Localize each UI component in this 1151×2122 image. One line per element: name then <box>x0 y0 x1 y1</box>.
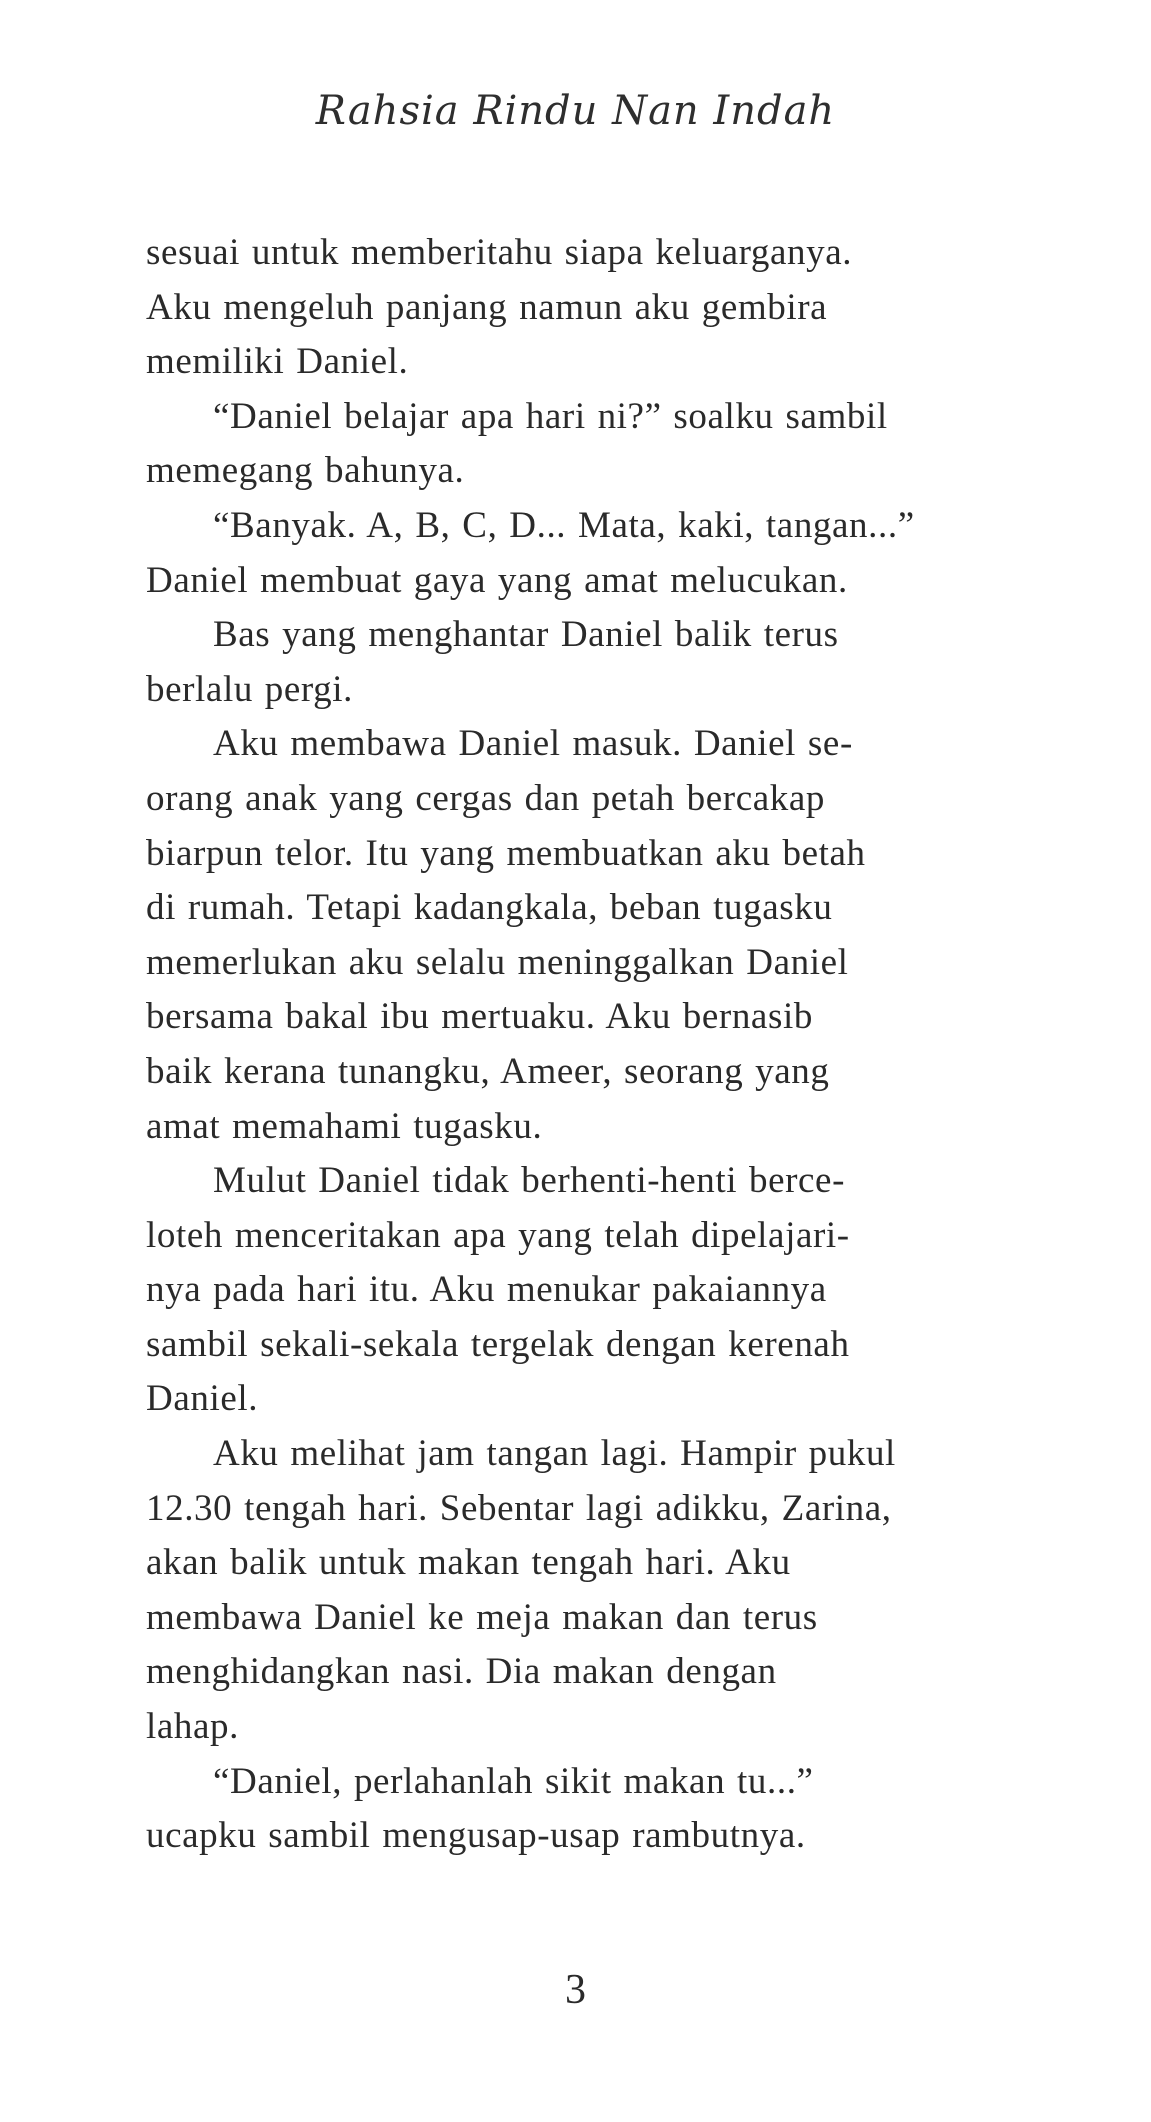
text-line: Bas yang menghantar Daniel balik terus <box>213 614 839 656</box>
text-line: akan balik untuk makan tengah hari. Aku <box>146 1542 791 1584</box>
text-line: membawa Daniel ke meja makan dan terus <box>146 1596 818 1638</box>
text-line: baik kerana tunangku, Ameer, seorang yang <box>146 1050 830 1092</box>
text-line: “Daniel, perlahanlah sikit makan tu...” <box>213 1760 814 1802</box>
text-line: “Daniel belajar apa hari ni?” soalku sambil <box>213 395 888 437</box>
text-line: loteh menceritakan apa yang telah dipelajari- <box>146 1214 850 1256</box>
text-line: 12.30 tengah hari. Sebentar lagi adikku, Zarina, <box>146 1487 892 1529</box>
text-line: Mulut Daniel tidak berhenti-henti berce- <box>213 1160 846 1202</box>
page-number: 3 <box>565 1967 586 2013</box>
paragraph <box>146 608 1004 717</box>
paragraph <box>146 717 1004 1154</box>
text-line: memegang bahunya. <box>146 450 465 492</box>
body-text <box>146 226 1004 1864</box>
text-line: berlalu pergi. <box>146 668 353 710</box>
text-line: memiliki Daniel. <box>146 341 409 383</box>
paragraph <box>146 499 1004 608</box>
text-line: lahap. <box>146 1706 239 1748</box>
paragraph <box>146 390 1004 499</box>
paragraph <box>146 1755 1004 1864</box>
paragraph <box>146 1154 1004 1427</box>
text-line: “Banyak. A, B, C, D... Mata, kaki, tangan...” <box>213 504 915 546</box>
text-line: sambil sekali-sekala tergelak dengan kerenah <box>146 1323 850 1365</box>
text-line: biarpun telor. Itu yang membuatkan aku betah <box>146 832 866 874</box>
text-line: Aku melihat jam tangan lagi. Hampir pukul <box>213 1433 896 1475</box>
text-line: amat memahami tugasku. <box>146 1105 543 1147</box>
text-line: Daniel. <box>146 1378 259 1420</box>
text-line: menghidangkan nasi. Dia makan dengan <box>146 1651 777 1693</box>
text-line: ucapku sambil mengusap-usap rambutnya. <box>146 1815 806 1857</box>
text-line: Aku membawa Daniel masuk. Daniel se- <box>213 723 853 765</box>
paragraph <box>146 1427 1004 1755</box>
text-line: memerlukan aku selalu meninggalkan Daniel <box>146 941 849 983</box>
text-line: bersama bakal ibu mertuaku. Aku bernasib <box>146 996 813 1038</box>
running-header: Rahsia Rindu Nan Indah <box>315 88 836 134</box>
paragraph <box>146 226 1004 390</box>
text-line: Aku mengeluh panjang namun aku gembira <box>146 286 828 328</box>
text-line: nya pada hari itu. Aku menukar pakaiannya <box>146 1269 827 1311</box>
text-line: orang anak yang cergas dan petah bercakap <box>146 777 825 819</box>
text-line: di rumah. Tetapi kadangkala, beban tugasku <box>146 887 833 929</box>
text-line: Daniel membuat gaya yang amat melucukan. <box>146 559 848 601</box>
text-line: sesuai untuk memberitahu siapa keluarganya. <box>146 232 853 273</box>
